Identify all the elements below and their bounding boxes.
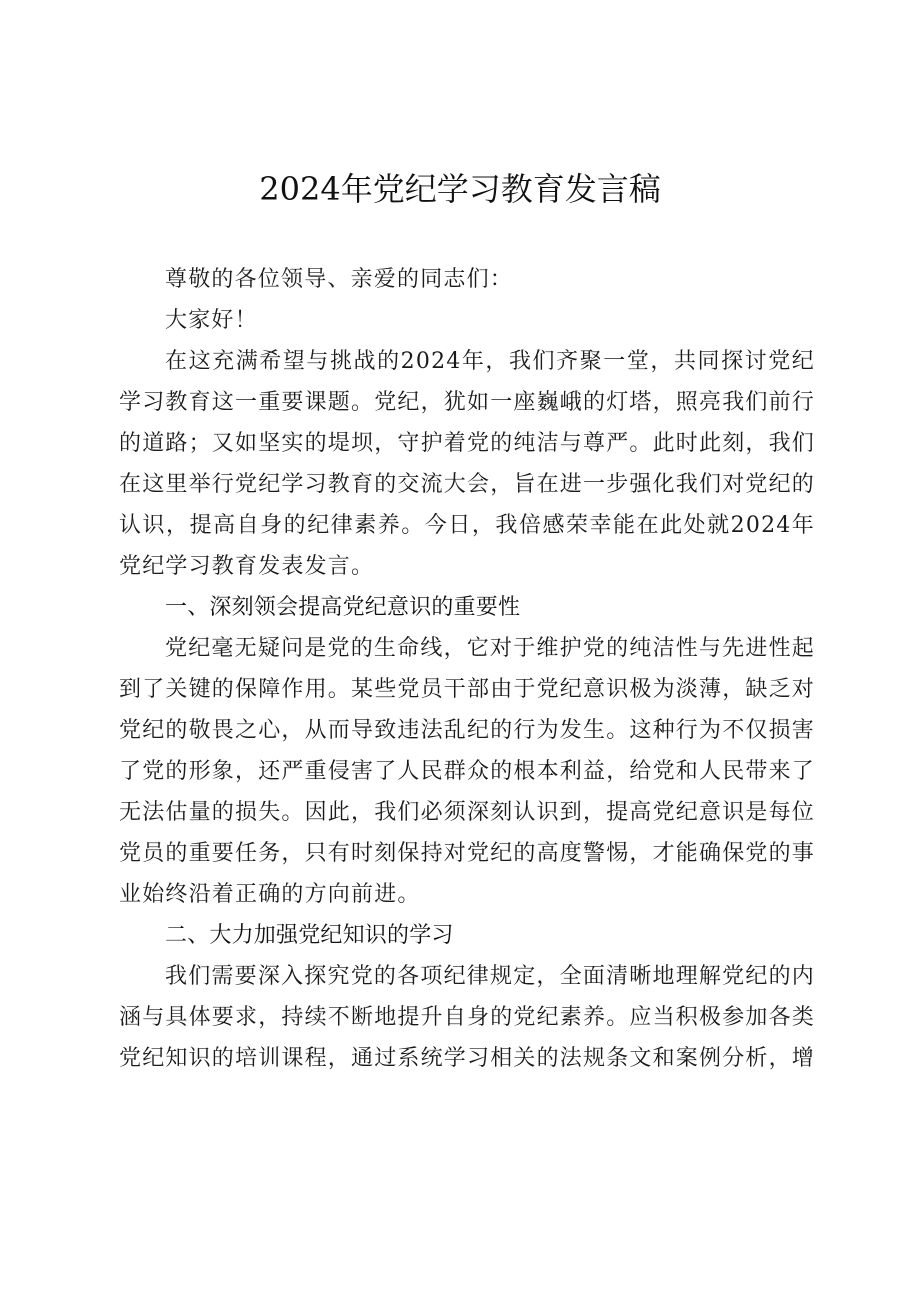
document-body bbox=[119, 259, 815, 1079]
greeting: 大家好！ bbox=[165, 308, 258, 333]
intro-paragraph: 在这充满希望与挑战的2024年，我们齐聚一堂，共同探讨党纪学习教育这一重要课题。党纪，犹如一座巍峨的灯塔，照亮我们前行的道路；又如坚实的堤坝，守护着党的纯洁与尊严。此时此刻，我们在这里举行党纪学习教育的交流大会，旨在进一步强化我们对党纪的认识，提高自身的纪律素养。今日，我倍感荣幸能在此处就2024年党纪学习教育发表发言。 bbox=[119, 349, 816, 579]
document-title: 2024年党纪学习教育发言稿 bbox=[259, 170, 661, 208]
section-paragraph-2: 我们需要深入探究党的各项纪律规定，全面清晰地理解党纪的内涵与具体要求，持续不断地提升自身的党纪素养。应当积极参加各类党纪知识的培训课程，通过系统学习相关的法规条文和案例分析，增 bbox=[119, 964, 816, 1071]
section-paragraph-1: 党纪毫无疑问是党的生命线，它对于维护党的纯洁性与先进性起到了关键的保障作用。某些党员干部由于党纪意识极为淡薄，缺乏对党纪的敬畏之心，从而导致违法乱纪的行为发生。这种行为不仅损害了党的形象，还严重侵害了人民群众的根本利益，给党和人民带来了无法估量的损失。因此，我们必须深刻认识到，提高党纪意识是每位党员的重要任务，只有时刻保持对党纪的高度警惕，才能确保党的事业始终沿着正确的方向前进。 bbox=[119, 636, 816, 907]
section-heading-1: 一、深刻领会提高党纪意识的重要性 bbox=[165, 595, 521, 620]
salutation: 尊敬的各位领导、亲爱的同志们： bbox=[165, 267, 514, 292]
section-heading-2: 二、大力加强党纪知识的学习 bbox=[165, 923, 454, 948]
